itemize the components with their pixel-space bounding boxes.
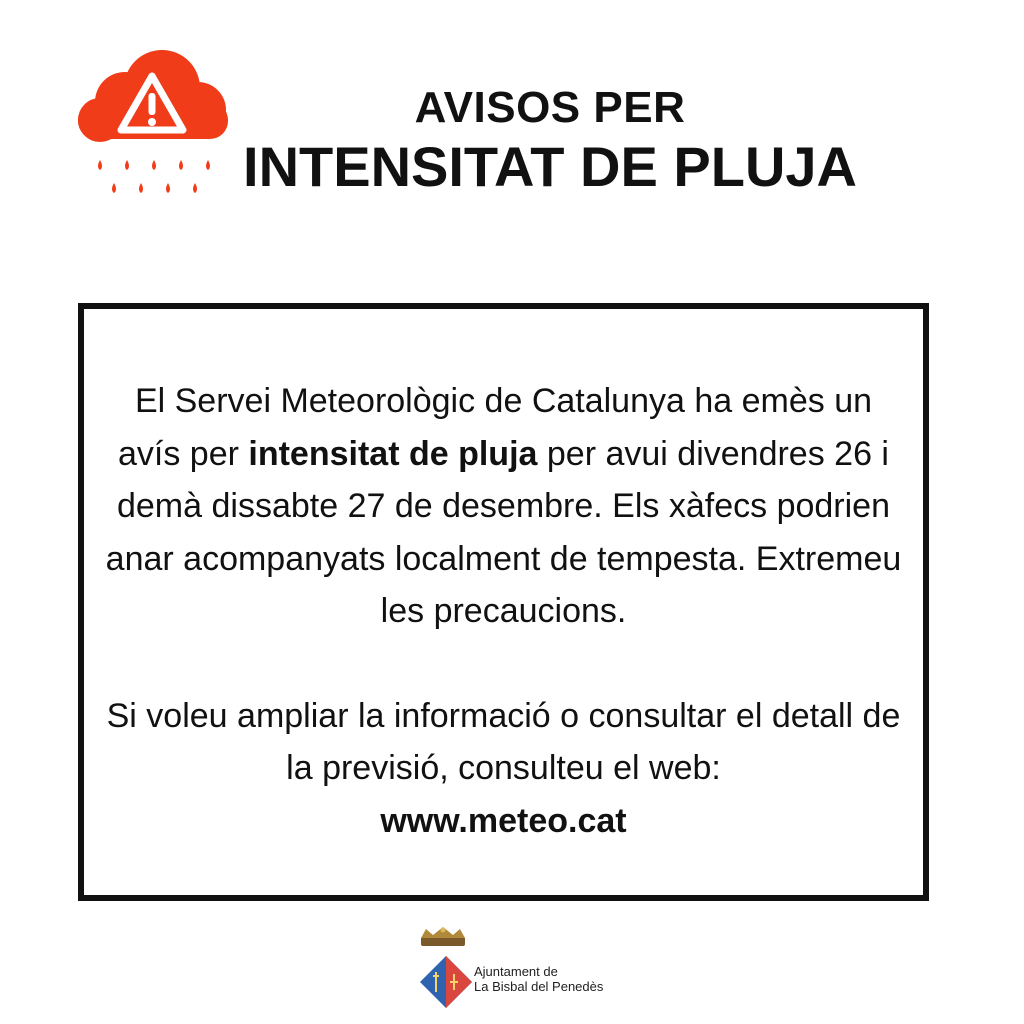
- notice-paragraph-1: [104, 375, 903, 638]
- rain-warning-cloud-icon: [70, 40, 240, 210]
- website-link[interactable]: www.meteo.cat: [380, 801, 627, 840]
- crown-icon: [418, 926, 468, 948]
- org-line-2: La Bisbal del Penedès: [474, 979, 604, 994]
- municipal-coat-of-arms-icon: [418, 954, 474, 1010]
- org-line-1: Ajuntament de: [474, 964, 558, 979]
- notice-text-part-1: El Servei Meteorològic de Catalunya ha emès un avís per: [118, 382, 873, 473]
- notice-highlight: intensitat de pluja: [248, 434, 538, 473]
- notice-box: [78, 303, 929, 901]
- organization-name: [474, 964, 603, 994]
- notice-text: [104, 375, 903, 847]
- notice-text-part-2: per avui divendres 26 i demà dissabte 27 de desembre. Els xàfecs podrien anar acompanyats localment de tempesta. Extremeu les precaucions.: [105, 434, 902, 630]
- title-line-2: INTENSITAT DE PLUJA: [243, 135, 857, 198]
- page-title: [230, 82, 870, 200]
- more-info-text: Si voleu ampliar la informació o consultar el detall de la previsió, consulteu el web:: [106, 696, 901, 787]
- header: [0, 0, 1024, 260]
- title-line-1: AVISOS PER: [414, 83, 686, 132]
- notice-paragraph-2: [104, 690, 903, 848]
- footer: [410, 920, 650, 1020]
